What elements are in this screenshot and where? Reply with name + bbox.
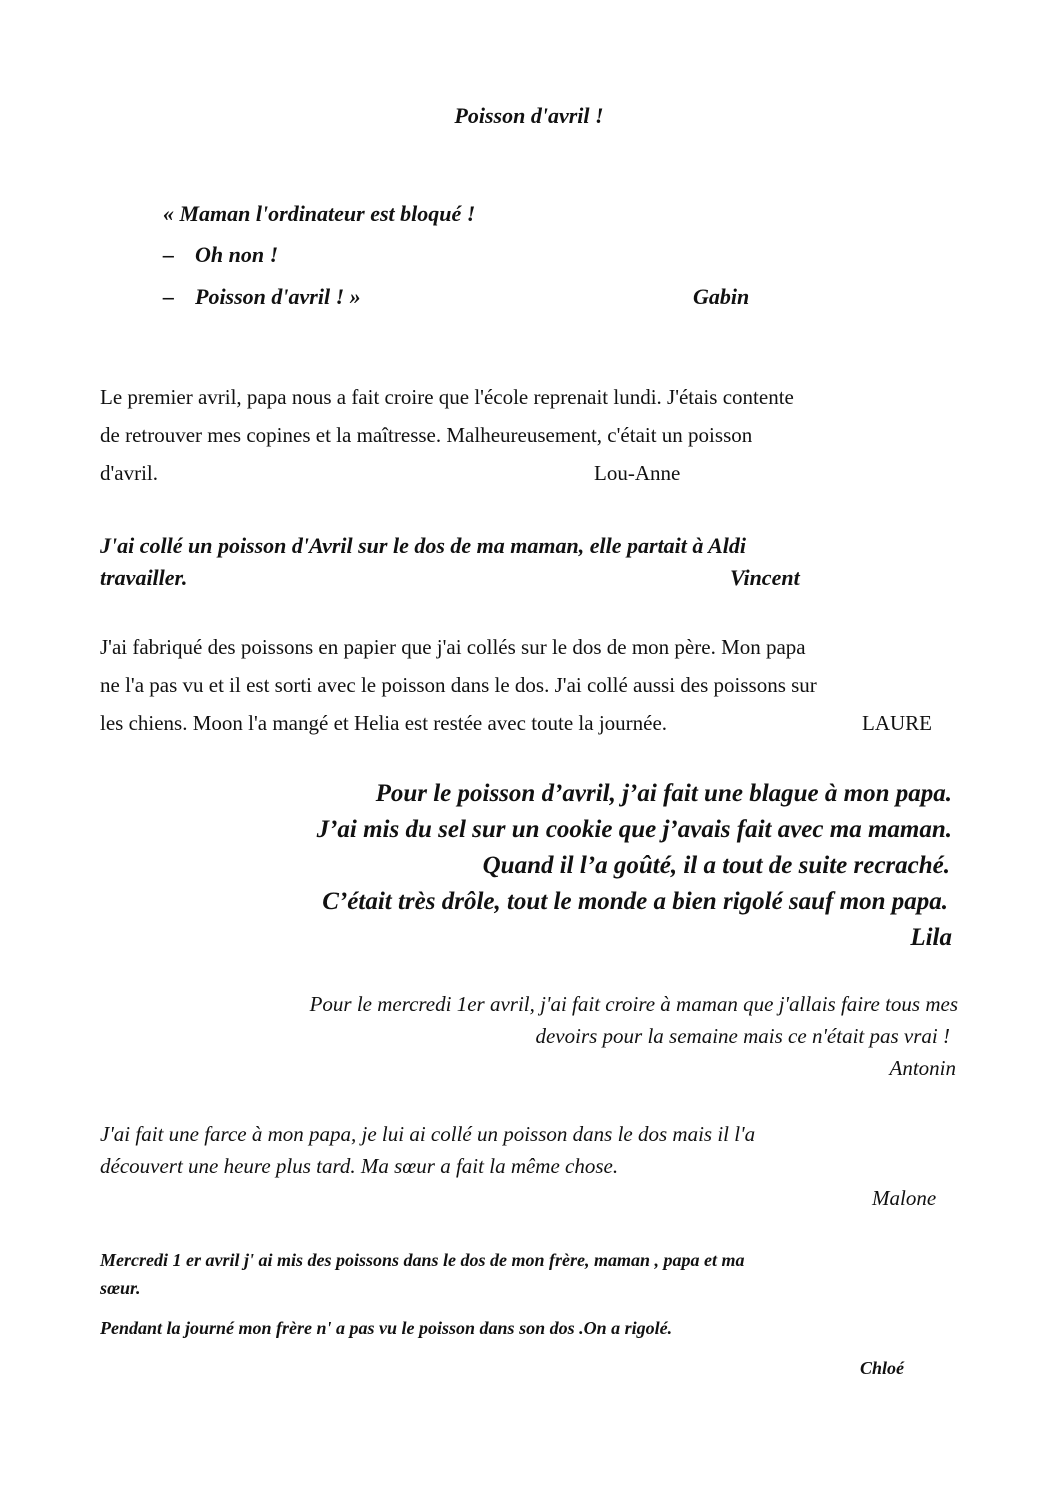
- paragraph-line-1: Mercredi 1 er avril j' ai mis des poissons dans le dos de mon frère, maman , papa et ma: [100, 1250, 745, 1270]
- paragraph-line-3: les chiens. Moon l'a mangé et Helia est restée avec toute la journée.: [100, 711, 668, 735]
- dialogue-line-2-text: Oh non !: [195, 242, 279, 267]
- dialogue-line-2: [163, 240, 278, 270]
- paragraph-line-4: C’était très drôle, tout le monde a bien rigolé sauf mon papa.: [322, 888, 948, 915]
- paragraph-line-3: d'avril.: [100, 461, 159, 485]
- author-chloe: Chloé: [860, 1358, 905, 1378]
- paragraph-line-2: sœur.: [100, 1278, 141, 1298]
- dialogue-line-1: « Maman l'ordinateur est bloqué !: [163, 201, 476, 226]
- paragraph-line-2: ne l'a pas vu et il est sorti avec le poisson dans le dos. J'ai collé aussi des poissons sur: [100, 673, 817, 697]
- paragraph-line-2: travailler.: [100, 565, 188, 590]
- paragraph-line-1: J'ai fait une farce à mon papa, je lui ai collé un poisson dans le dos mais il l'a: [100, 1122, 756, 1146]
- author-vincent: Vincent: [730, 565, 800, 590]
- paragraph-line-2: découvert une heure plus tard. Ma sœur a fait la même chose.: [100, 1154, 619, 1178]
- author-antonin: Antonin: [889, 1056, 956, 1080]
- author-lou-anne: Lou-Anne: [594, 461, 681, 485]
- page-title: Poisson d'avril !: [454, 103, 604, 128]
- paragraph-line-1: Pour le poisson d’avril, j’ai fait une blague à mon papa.: [375, 780, 952, 807]
- dialogue-dash: –: [163, 242, 174, 267]
- author-laure: LAURE: [862, 711, 932, 735]
- author-gabin: Gabin: [693, 284, 750, 309]
- paragraph-line-1: J'ai fabriqué des poissons en papier que j'ai collés sur le dos de mon père. Mon papa: [100, 635, 806, 659]
- dialogue-line-3-text: Poisson d'avril ! »: [195, 284, 361, 309]
- paragraph-line-3: Quand il l’a goûté, il a tout de suite recraché.: [482, 852, 950, 879]
- paragraph-line-3: Pendant la journé mon frère n' a pas vu le poisson dans son dos .On a rigolé.: [100, 1318, 673, 1338]
- author-malone: Malone: [872, 1186, 937, 1210]
- paragraph-line-2: devoirs pour la semaine mais ce n'était pas vrai !: [535, 1024, 950, 1048]
- author-lila: Lila: [910, 924, 952, 951]
- paragraph-line-2: J’ai mis du sel sur un cookie que j’avais fait avec ma maman.: [316, 816, 952, 843]
- paragraph-line-1: Le premier avril, papa nous a fait croire que l'école reprenait lundi. J'étais contente: [100, 385, 794, 409]
- dialogue-dash: –: [163, 284, 174, 309]
- dialogue-line-3: [163, 282, 361, 312]
- paragraph-line-2: de retrouver mes copines et la maîtresse. Malheureusement, c'était un poisson: [100, 423, 753, 447]
- paragraph-line-1: J'ai collé un poisson d'Avril sur le dos de ma maman, elle partait à Aldi: [100, 533, 746, 558]
- paragraph-line-1: Pour le mercredi 1er avril, j'ai fait croire à maman que j'allais faire tous mes: [309, 992, 958, 1016]
